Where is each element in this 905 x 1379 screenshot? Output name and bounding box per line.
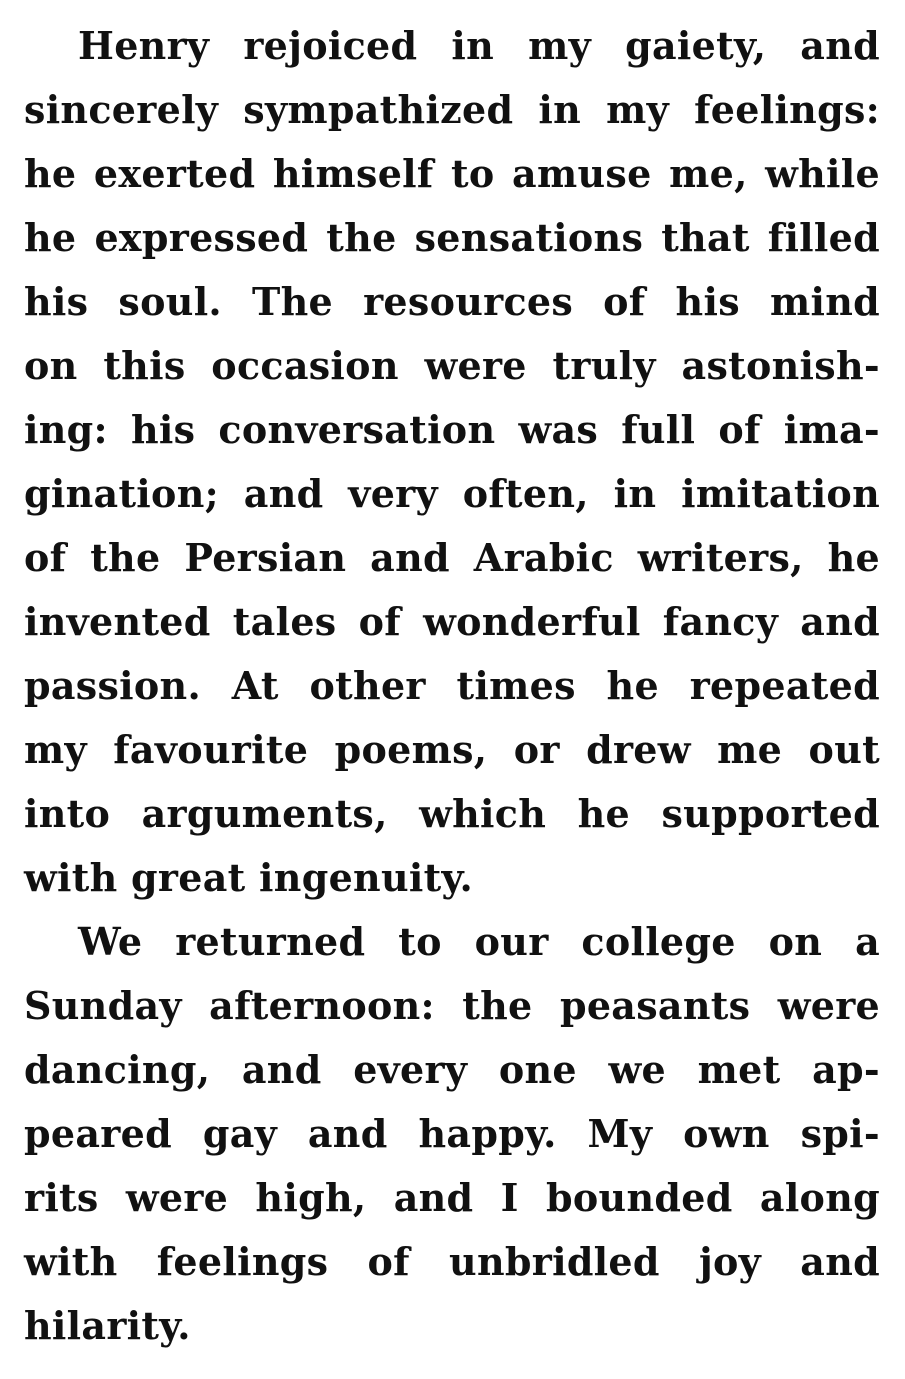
text-line: his soul. The resources of his mind [24,279,880,324]
text-line: my favourite poems, or drew me out [24,727,880,772]
text-line: with feelings of unbridled joy and [24,1239,880,1284]
text-line: passion. At other times he repeated [24,663,880,708]
text-line: gination; and very often, in imitation [24,471,880,516]
paragraph-return [24,910,880,1358]
text-line: rits were high, and I bounded along [24,1175,880,1220]
text-line: peared gay and happy. My own spi- [24,1111,880,1156]
text-line: with great ingenuity. [24,855,474,900]
text-line: Henry rejoiced in my gaiety, and [78,23,880,68]
text-line: hilarity. [24,1303,191,1348]
text-line: of the Persian and Arabic writers, he [24,535,880,580]
text-line: he expressed the sensations that filled [24,215,880,260]
text-line: ing: his conversation was full of ima- [24,407,880,452]
text-line: Sunday afternoon: the peasants were [24,983,880,1028]
text-line: We returned to our college on a [78,919,880,964]
text-line: sincerely sympathized in my feelings: [24,87,880,132]
text-line: into arguments, which he supported [24,791,880,836]
text-line: invented tales of wonderful fancy and [24,599,880,644]
text-line: dancing, and every one we met ap- [24,1047,880,1092]
text-line: he exerted himself to amuse me, while [24,151,880,196]
text-line: on this occasion were truly astonish- [24,343,880,388]
paragraph-henry [24,14,880,910]
